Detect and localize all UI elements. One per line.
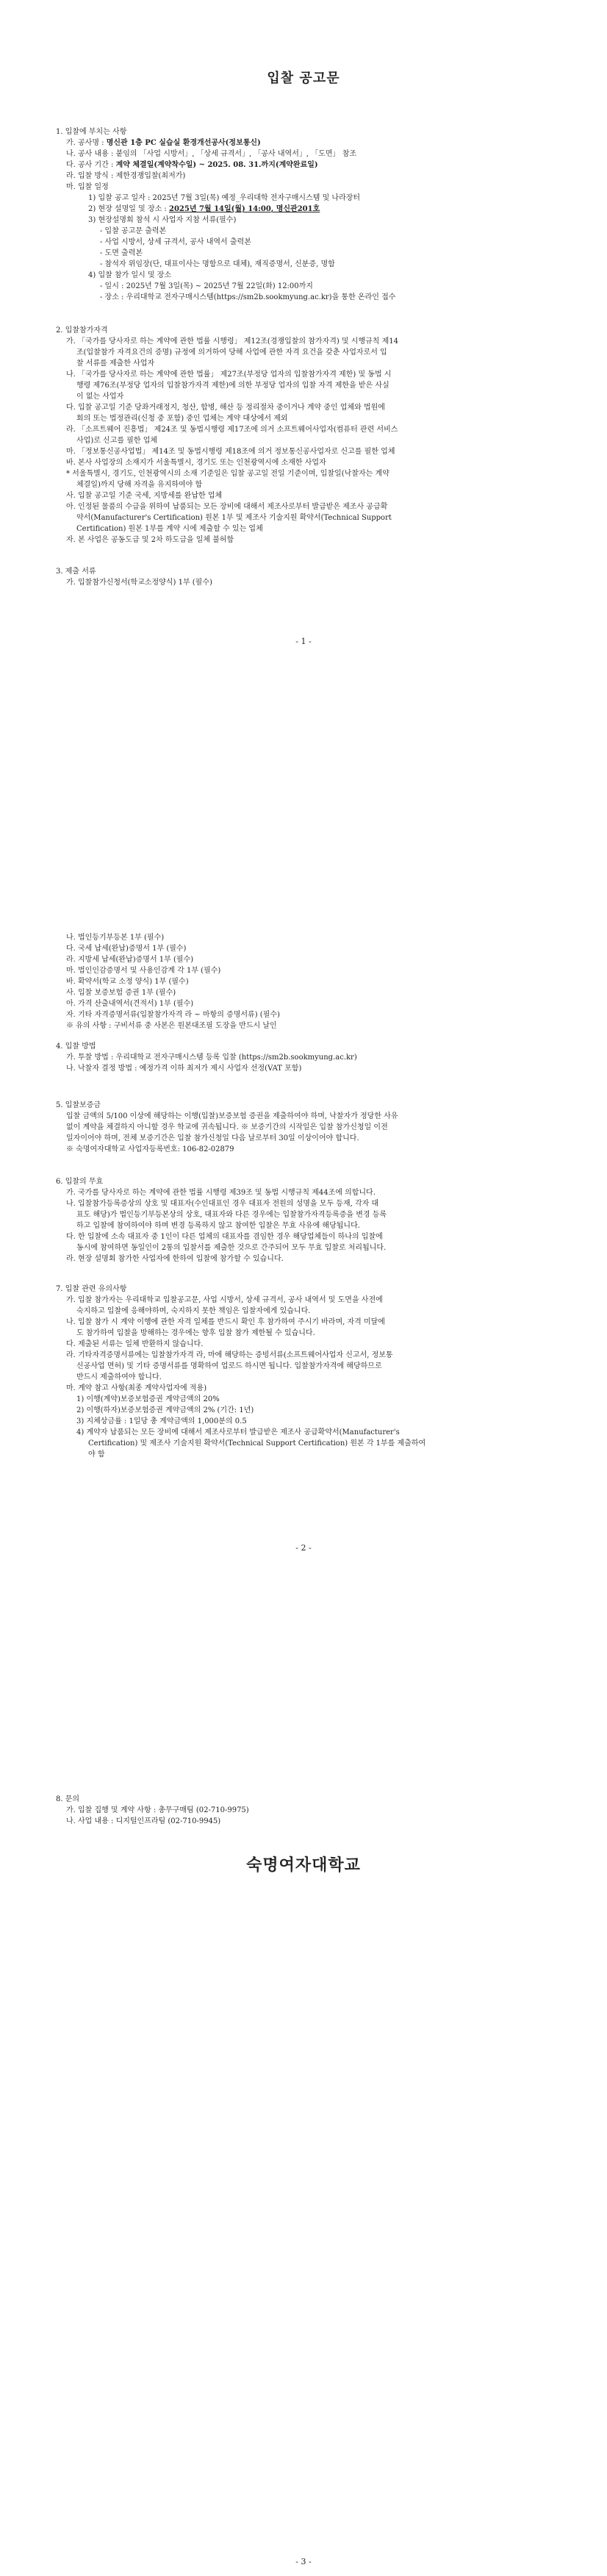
precaution-item: 다. 제출된 서류는 일체 반환하지 않습니다. [66,1340,204,1348]
bid-schedule-heading: 마. 입찰 일정 [66,183,109,191]
winner-selection: 나. 낙찰자 결정 방법 : 예정가격 이하 최저가 제시 사업자 선정(VAT 포함) [66,1065,302,1073]
invalid-item-cont: 하고 입찰에 참여하여야 하며 변경 등록하지 않고 참여한 입찰은 무효 사유에 해당됩니다. [76,1222,360,1230]
section-8-heading: 8. 문의 [56,1795,80,1803]
section-3-heading: 3. 제출 서류 [56,568,96,576]
qualification-item-cont: 찰 서류를 제출한 사업자 [76,359,155,368]
page-number: - 3 - [295,2557,312,2566]
qualification-item: 아. 인정된 물품의 수급을 위하여 납품되는 모든 장비에 대해서 제조사로부터 발급받은 제조사 공급확 [66,503,388,511]
business-registration-number: ※ 숙명여자대학교 사업자등록번호: 106-82-02879 [66,1145,234,1153]
precaution-item: 마. 계약 참고 사항(최종 계약사업자에 적용) [66,1384,207,1392]
document-page-2 [0,859,607,1717]
precaution-item-cont: 신공사업 면허) 및 기타 증명서류를 명확하여 업로드 하시면 됩니다. 입찰참가자격에 해당하므로 [76,1362,382,1370]
section-5-heading: 5. 입찰보증금 [56,1101,101,1109]
precaution-item: 나. 입찰 참가 시 계약 이행에 관한 자격 일체를 반드시 확인 후 참가하여 주시기 바라며, 자격 미달에 [66,1318,385,1326]
section-5-bid-bond [56,1100,556,1155]
document-item: 라. 지방세 납세(완납)증명서 1부 (필수) [66,956,194,964]
briefing-doc-item: - 사업 시방서, 상세 규격서, 공사 내역서 출력본 [100,238,251,246]
contract-term-cont: 야 함 [88,1450,105,1459]
inquiry-contact: 나. 사업 내용 : 디지털인프라팀 (02-710-9945) [66,1817,221,1825]
page-number: - 2 - [295,1543,312,1553]
briefing-doc-item: - 입찰 공고문 출력본 [100,227,167,235]
section-7-heading: 7. 입찰 관련 유의사항 [56,1285,127,1293]
document-item: 자. 기타 자격증명서류(입찰참가자격 라 ~ 마항의 증명서류) (필수) [66,1011,280,1019]
qualification-item-cont: 사업)로 신고를 필한 업체 [76,437,158,445]
briefing-doc-item: - 참석자 위임장(단, 대표이사는 명함으로 대체), 재직증명서, 신분증, 명함 [100,260,335,268]
page-number: - 1 - [295,637,312,646]
bid-bond-text: 일자이어야 하며, 전체 보증기간은 입찰 참가신청일 다음 날로부터 30일 이상이어야 합니다. [66,1134,359,1142]
document-page-1 [0,0,607,859]
contract-term-cont: Certification) 및 제조사 기술지원 확약서(Technical Support Certification) 원본 각 1부를 제출하여 [88,1439,426,1448]
invalid-item: 가. 국가를 당사자로 하는 계약에 관한 법률 시행령 제39조 및 동법 시행규칙 제44조에 의합니다. [66,1189,376,1197]
bid-participation-heading: 4) 입찰 참가 일시 및 장소 [88,271,172,279]
organization-name: 숙명여자대학교 [246,1856,361,1875]
document-item: 가. 입찰참가신청서(학교소정양식) 1부 (필수) [66,579,212,587]
document-page-3 [0,1717,607,2576]
qualification-item: 사. 입찰 공고일 기준 국세, 지방세를 완납한 업체 [66,492,223,500]
section-7-precautions [56,1284,556,1460]
document-item: 나. 법인등기부등본 1부 (필수) [66,934,165,942]
qualification-item: 라. 「소프트웨어 진흥법」 제24조 및 동법시행령 제17조에 의거 소프트웨어사업자(컴퓨터 관련 서비스 [66,426,398,434]
section-6-heading: 6. 입찰의 무효 [56,1178,104,1186]
precaution-item-cont: 숙지하고 입찰에 응해야하며, 숙지하지 못한 책임은 입찰자에게 있습니다. [76,1307,311,1315]
qualification-item-cont: 행령 제76조(부정당 업자의 입찰참가자격 제한)에 의한 부정당 업자의 입찰 자격 제한을 받은 사실 [76,382,389,390]
qualification-item: 다. 입찰 공고일 기준 당좌거래정지, 청산, 합병, 해산 등 정리절차 중이거나 계약 중인 업체와 법원에 [66,404,385,412]
qualification-item: 나. 「국가를 당사자로 하는 계약에 관한 법률」 제27조(부정당 업자의 입찰참가자격 제한) 및 동법 시 [66,371,392,379]
briefing-doc-item: - 도면 출력본 [100,249,143,257]
precaution-item: 라. 기타자격증명서류에는 입찰참가자격 라, 마에 해당하는 증빙서류(소프트웨어사업자 신고서, 정보통 [66,1351,393,1359]
inquiry-contact: 가. 입찰 집행 및 계약 사항 : 총무구매팀 (02-710-9975) [66,1806,249,1814]
invalid-item: 라. 현장 설명회 참가한 사업자에 한하여 입찰에 참가할 수 있습니다. [66,1255,284,1263]
qualification-note: * 서울특별시, 경기도, 인천광역시의 소재 기준일은 입찰 공고일 전일 기준이며, 입찰일(낙찰자는 계약 [66,470,389,478]
section-2-qualifications [56,325,556,545]
document-item: 아. 가격 산출내역서(견적서) 1부 (필수) [66,1000,194,1008]
qualification-item-cont: 조(입찰참가 자격요건의 증명) 규정에 의거하여 당해 사업에 관한 자격 요건을 갖춘 사업자로서 입 [76,348,387,357]
invalid-item-cont: 표도 해당)가 법인등기부등본상의 상호, 대표자와 다른 경우에는 입찰참가자격등록증을 변경 등록 [76,1211,387,1219]
bid-bond-text: 없이 계약을 체결하지 아니할 경우 학교에 귀속됩니다. ※ 보증기간의 시작일은 입찰 참가신청일 이전 [66,1123,388,1131]
section-4-heading: 4. 입찰 방법 [56,1042,96,1051]
bid-notice-date: 1) 입찰 공고 일자 : 2025년 7월 3일(목) 예정_우리대학 전자구매시스템 및 나라장터 [88,194,361,202]
document-item: 다. 국세 납세(완납)증명서 1부 (필수) [66,945,187,953]
qualification-item: 가. 「국가를 당사자로 하는 계약에 관한 법률 시행령」 제12조(경쟁입찰의 참가자격) 및 시행규칙 제14 [66,337,398,346]
section-2-heading: 2. 입찰참가자격 [56,326,108,334]
document-item: 사. 입찰 보증보험 증권 1부 (필수) [66,989,176,997]
section-1-heading: 1. 입찰에 부치는 사항 [56,128,127,136]
invalid-item: 나. 입찰참가등록증상의 상호 및 대표자(수인대표인 경우 대표자 전원의 성명을 모두 등재, 각자 대 [66,1200,379,1208]
project-content: 나. 공사 내용 : 붙임의 「사업 시방서」, 「상세 규격서」, 「공사 내역서」, 「도면」 참조 [66,150,357,158]
bid-method: 라. 입찰 방식 : 제한경쟁입찰(최저가) [66,172,186,180]
section-6-invalid-bids [56,1176,556,1264]
document-item: 바. 확약서(학교 소정 양식) 1부 (필수) [66,978,189,986]
section-1-bidding-items [56,126,556,303]
contract-term: 3) 지체상금률 : 1일당 총 계약금액의 1,000분의 0.5 [76,1417,247,1425]
bid-submission: 가. 투찰 방법 : 우리대학교 전자구매시스템 등록 입찰 (https://sm2b.sookmyung.ac.kr) [66,1053,357,1062]
bid-participation-date: - 일시 : 2025년 7월 3일(목) ~ 2025년 7월 22일(화) 12:00까지 [100,282,313,290]
document-title: 입찰 공고문 [267,71,340,86]
bid-participation-place: - 장소 : 우리대학교 전자구매시스템(https://sm2b.sookmyung.ac.kr)을 통한 온라인 접수 [100,293,396,301]
invalid-item-cont: 동시에 참여하면 동일인이 2통의 입찰서를 제출한 것으로 간주되어 모두 무효 입찰로 처리됩니다. [76,1244,387,1252]
precaution-item: 가. 입찰 참가자는 우리대학교 입찰공고문, 사업 시방서, 상세 규격서, 공사 내역서 및 도면을 사전에 [66,1296,383,1304]
qualification-item-cont: 회의 또는 법정관리(신청 중 포함) 중인 업체는 계약 대상에서 제외 [76,415,288,423]
qualification-item-cont: Certification) 원본 1부를 계약 시에 제출할 수 있는 업체 [76,525,263,533]
qualification-item: 바. 본사 사업장의 소재지가 서울특별시, 경기도 또는 인천광역시에 소재한 사업자 [66,459,326,467]
site-briefing: 2) 현장 설명일 및 장소 : 2025년 7월 14일(월) 14:00, 명신관201호 [88,205,320,213]
qualification-item-cont: 약서(Manufacturer's Certification) 원본 1부 및 제조사 기술지원 확약서(Technical Support [76,514,392,522]
qualification-item: 자. 본 사업은 공동도급 및 2차 하도급을 일체 불허함 [66,536,234,544]
briefing-documents: 3) 현장설명회 참석 시 사업자 지참 서류(필수) [88,216,237,224]
invalid-item: 다. 한 입찰에 소속 대표자 중 1인이 다른 업체의 대표자를 겸임한 경우 해당업체들이 하나의 입찰에 [66,1233,383,1241]
bid-bond-text: 입찰 금액의 5/100 이상에 해당하는 이행(입찰)보증보험 증권을 제출하여야 하며, 낙찰자가 정당한 사유 [66,1112,398,1120]
qualification-item-cont: 이 없는 사업자 [76,393,124,401]
document-item: 마. 법인인감증명서 및 사용인감계 각 1부 (필수) [66,967,221,975]
precaution-item-cont: 도 참가하여 입찰을 방해하는 경우에는 향후 입찰 참가 제한될 수 있습니다. [76,1329,315,1337]
precaution-item-cont: 반드시 제출하여야 합니다. [76,1373,162,1381]
qualification-note-cont: 체결일)까지 당해 자격을 유지하여야 함 [76,481,203,489]
contract-term: 4) 계약자 납품되는 모든 장비에 대해서 제조사로부터 발급받은 제조사 공급확약서(Manufacturer's [76,1428,400,1437]
qualification-item: 마. 「정보통신공사업법」 제14조 및 동법시행령 제18조에 의거 정보통신공사업자로 신고를 필한 업체 [66,448,395,456]
project-name: 가. 공사명 : 명신관 1층 PC 실습실 환경개선공사(정보통신) [66,139,261,147]
contract-term: 2) 이행(하자)보증보험증권 계약금액의 2% (기간: 1년) [76,1406,254,1414]
section-8-inquiries [56,1794,556,1827]
section-3-documents [56,566,556,588]
project-period: 다. 공사 기간 : 계약 체결일(계약착수일) ~ 2025. 08. 31.까지(계약완료일) [66,161,318,169]
contract-term: 1) 이행(계약)보증보험증권 계약금액의 20% [76,1395,220,1403]
section-4-bid-method [56,1041,556,1074]
document-note: ※ 유의 사항 : 구비서류 중 사본은 원본대조필 도장을 반드시 날인 [66,1022,277,1030]
section-3-documents-cont [56,932,556,1031]
